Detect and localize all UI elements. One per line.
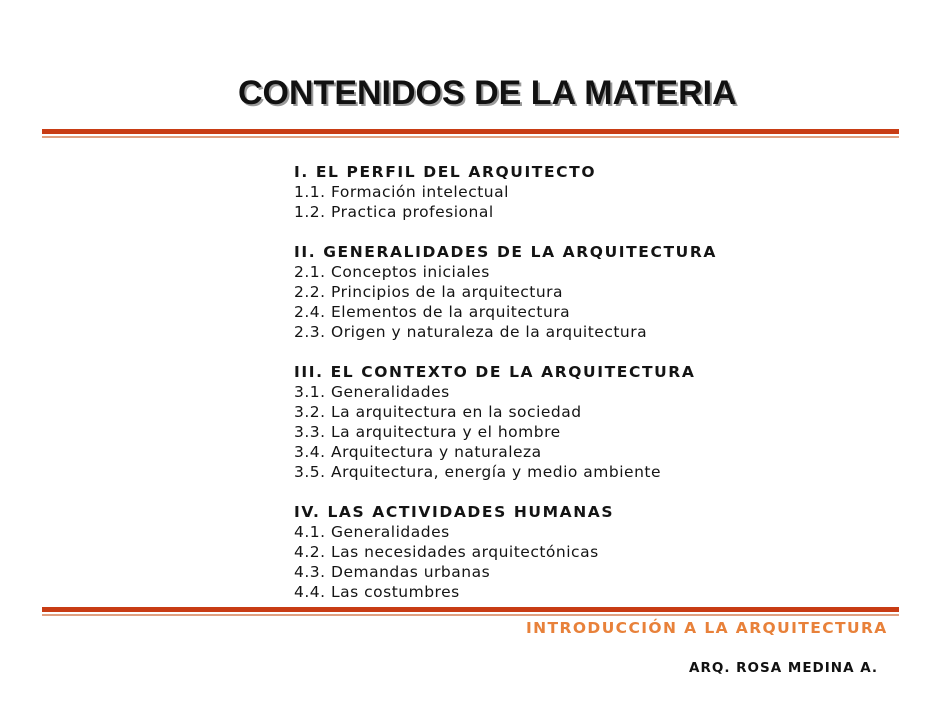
section-2 (294, 242, 717, 342)
list-item: 4.4. Las costumbres (294, 583, 460, 601)
list-item: 1.2. Practica profesional (294, 203, 494, 221)
table-of-contents (294, 162, 717, 622)
section-heading: II. GENERALIDADES DE LA ARQUITECTURA (294, 243, 717, 261)
list-item: 3.2. La arquitectura en la sociedad (294, 403, 582, 421)
list-item: 2.1. Conceptos iniciales (294, 263, 490, 281)
list-item: 4.2. Las necesidades arquitectónicas (294, 543, 599, 561)
section-3 (294, 362, 717, 482)
list-item: 3.5. Arquitectura, energía y medio ambiente (294, 463, 662, 481)
list-item: 2.2. Principios de la arquitectura (294, 283, 564, 301)
list-item: 1.1. Formación intelectual (294, 183, 509, 201)
top-divider (42, 129, 899, 138)
author-name: ARQ. ROSA MEDINA A. (689, 660, 879, 676)
section-heading: IV. LAS ACTIVIDADES HUMANAS (294, 503, 615, 521)
page-title: CONTENIDOS DE LA MATERIA (238, 74, 737, 112)
list-item: 4.1. Generalidades (294, 523, 450, 541)
list-item: 2.3. Origen y naturaleza de la arquitectura (294, 323, 648, 341)
list-item: 3.4. Arquitectura y naturaleza (294, 443, 542, 461)
list-item: 2.4. Elementos de la arquitectura (294, 303, 571, 321)
section-1 (294, 162, 717, 222)
list-item: 3.1. Generalidades (294, 383, 450, 401)
list-item: 4.3. Demandas urbanas (294, 563, 491, 581)
bottom-divider (42, 607, 899, 616)
section-heading: III. EL CONTEXTO DE LA ARQUITECTURA (294, 363, 696, 381)
section-4 (294, 502, 717, 602)
course-name: INTRODUCCIÓN A LA ARQUITECTURA (526, 619, 888, 637)
section-heading: I. EL PERFIL DEL ARQUITECTO (294, 163, 597, 181)
list-item: 3.3. La arquitectura y el hombre (294, 423, 561, 441)
